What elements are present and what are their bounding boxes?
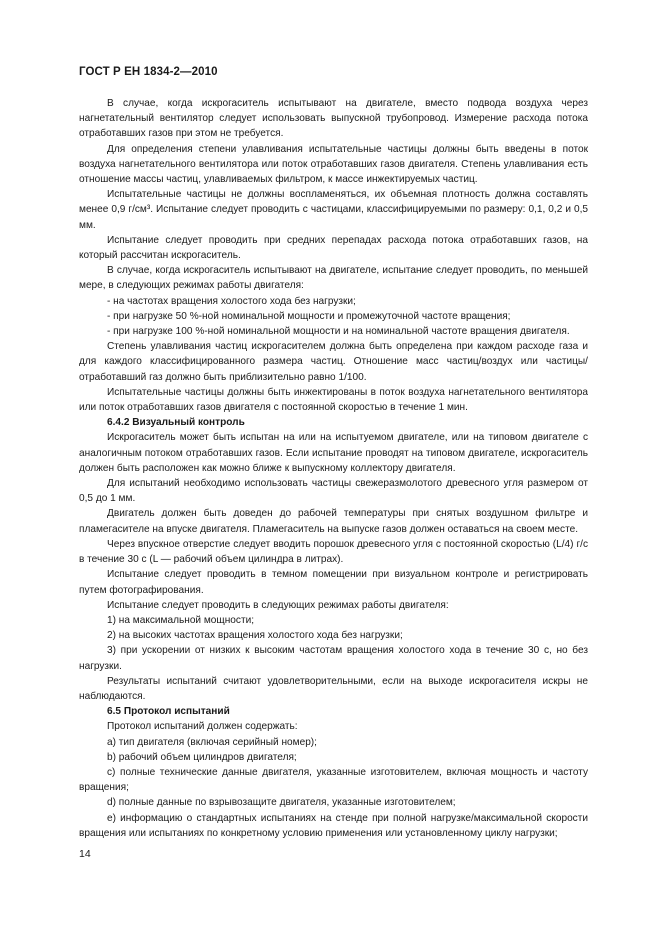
paragraph: Двигатель должен быть доведен до рабочей температуры при снятых воздушном фильтре и пламегасителе на впуске двигателя. Пламегаситель на выпуске газов должен оставаться на своем месте. [79, 508, 588, 535]
paragraph: Через впускное отверстие следует вводить порошок древесного угля с постоянной скоростью (L/4) г/с в течение 30 с (L — рабочий объем цилиндра в литрах). [79, 538, 588, 566]
page-number: 14 [79, 848, 91, 860]
paragraph: Испытание следует проводить при средних перепадах расхода потока отработавших газов, на который рассчитан искрогаситель. [79, 234, 588, 262]
list-item: b) рабочий объем цилиндров двигателя; [107, 751, 297, 763]
list-item: 2) на высоких частотах вращения холостого хода без нагрузки; [107, 630, 403, 642]
list-item: - при нагрузке 100 %-ной номинальной мощности и на номинальной частоте вращения двигателя. [107, 326, 570, 338]
section-heading: 6.5 Протокол испытаний [107, 706, 230, 718]
list-item: 1) на максимальной мощности; [107, 614, 255, 626]
list-item: - при нагрузке 50 %-ной номинальной мощности и промежуточной частоте вращения; [107, 310, 511, 322]
paragraph: Испытание следует проводить в следующих режимах работы двигателя: [107, 599, 449, 611]
list-item: - на частотах вращения холостого хода без нагрузки; [107, 295, 356, 307]
list-item: e) информацию о стандартных испытаниях на стенде при полной нагрузке/максимальной скорости вращения или испытаниях по конкретному условию применения или установленному циклу нагрузки; [79, 812, 588, 839]
section-heading: 6.4.2 Визуальный контроль [107, 417, 245, 429]
list-item: 3) при ускорении от низких к высоким частотам вращения холостого хода в течение 30 с, но без нагрузки. [79, 645, 588, 672]
list-item: c) полные технические данные двигателя, указанные изготовителем, включая мощность и частоту вращения; [79, 766, 588, 794]
paragraph: Испытательные частицы не должны воспламеняться, их объемная плотность должна составлять менее 0,9 г/см³. Испытание следует проводить с частицами, классифицируемыми по размеру: 0,1, 0,2 и 0,5 мм. [79, 189, 588, 231]
paragraph: Искрогаситель может быть испытан на или на испытуемом двигателе, или на типовом двигателе с аналогичным потоком отработавших газов. Если испытание проводят на типовом двигателе, искрогаситель должен быть расположен как можно ближе к выпускному коллектору двигателя. [79, 432, 588, 474]
list-item: a) тип двигателя (включая серийный номер); [107, 736, 317, 748]
paragraph: В случае, когда искрогаситель испытывают на двигателе, вместо подвода воздуха через нагнетательный вентилятор следует использовать выпускной трубопровод. Измерение расхода потока отработавших газов при этом не требуется. [79, 98, 588, 140]
document-header: ГОСТ Р ЕН 1834-2—2010 [79, 66, 218, 78]
paragraph: Для определения степени улавливания испытательные частицы должны быть введены в поток воздуха нагнетательного вентилятора или поток отработавших газов двигателя. Степень улавливания есть отношение массы частиц, улавливаемых фильтром, к массе инжектируемых частиц. [79, 143, 588, 186]
document-body [79, 96, 588, 841]
paragraph: Результаты испытаний считают удовлетворительными, если на выходе искрогасителя искры не наблюдаются. [79, 675, 588, 702]
paragraph: Для испытаний необходимо использовать частицы свежеразмолотого древесного угля размером от 0,5 до 1 мм. [79, 478, 588, 505]
paragraph: В случае, когда искрогаситель испытывают на двигателе, испытание следует проводить, по меньшей мере, в следующих режимах работы двигателя: [79, 265, 588, 292]
paragraph: Протокол испытаний должен содержать: [107, 721, 298, 733]
list-item: d) полные данные по взрывозащите двигателя, указанные изготовителем; [107, 797, 456, 809]
paragraph: Степень улавливания частиц искрогасителем должна быть определена при каждом расходе газа и для каждого классифицированного размера частиц. Отношение масс частиц/воздух или частицы/отработавший газ должно быть приблизительно равно 1/100. [79, 341, 588, 383]
paragraph: Испытательные частицы должны быть инжектированы в поток воздуха нагнетательного вентилятора или поток отработавших газов двигателя с постоянной скоростью в течение 1 мин. [79, 386, 588, 414]
paragraph: Испытание следует проводить в темном помещении при визуальном контроле и регистрировать путем фотографирования. [79, 569, 588, 596]
